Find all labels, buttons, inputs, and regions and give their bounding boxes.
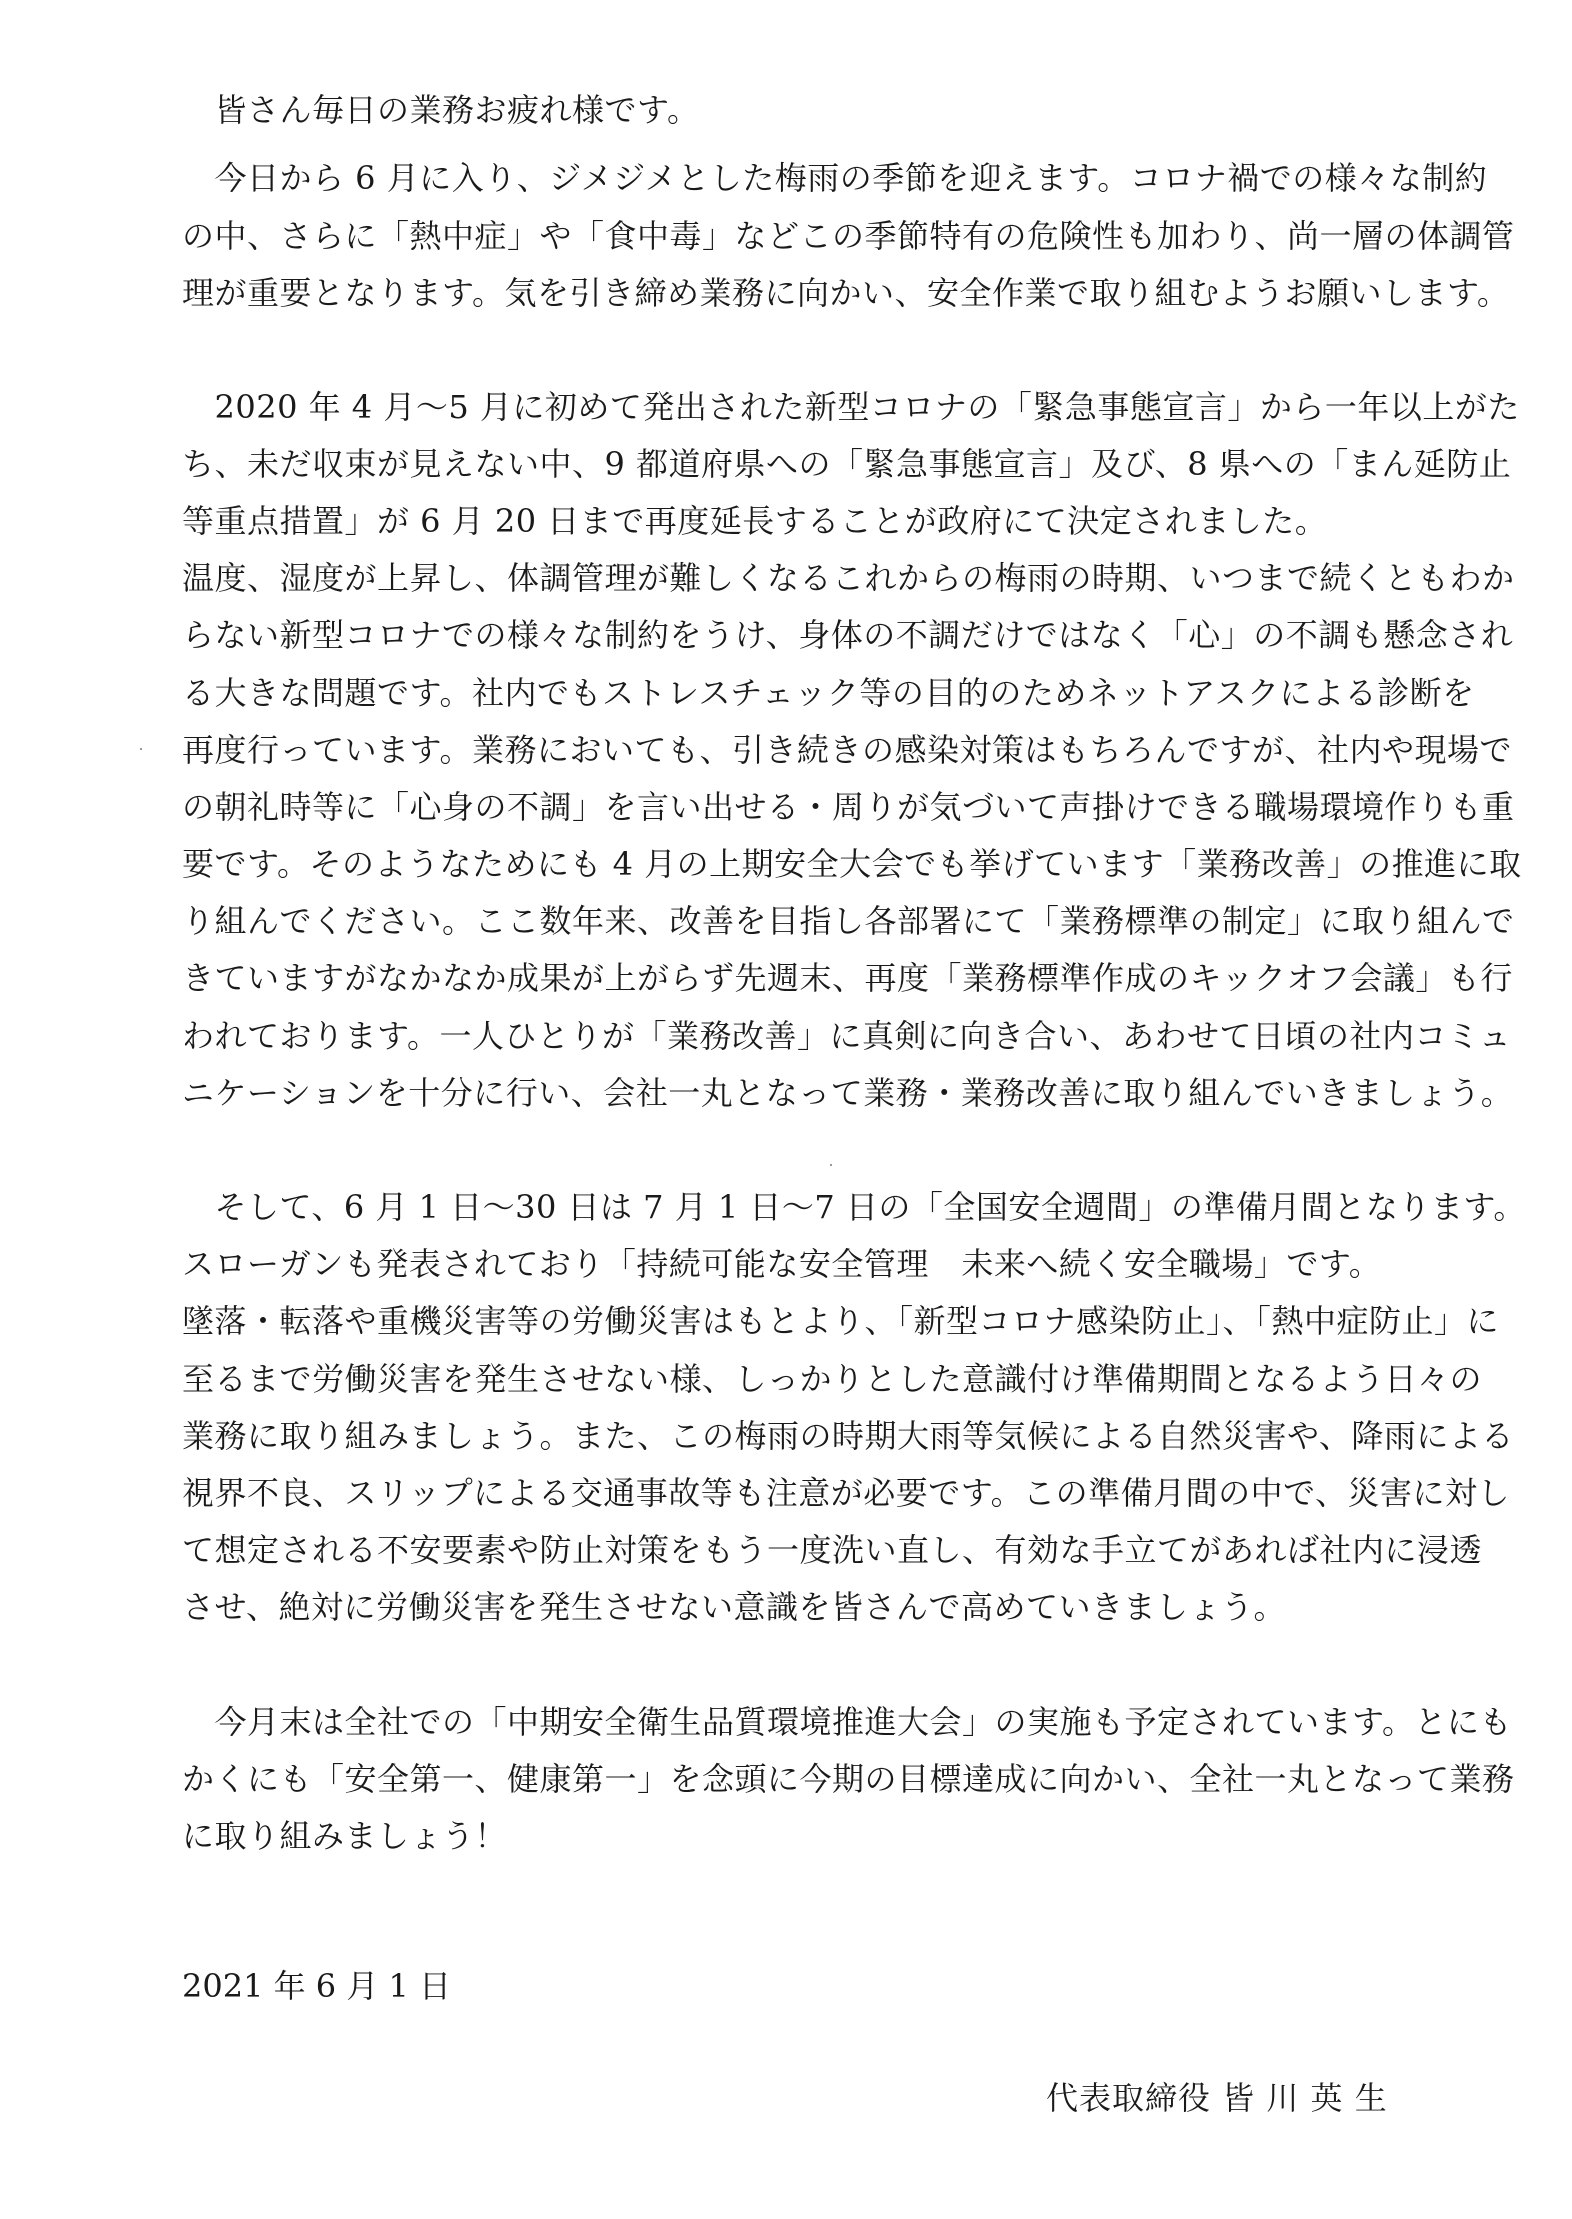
letter-date: 2021 年 6 月 1 日: [182, 1967, 452, 2005]
text-line: 業務に取り組みましょう。また、この梅雨の時期大雨等気候による自然災害や、降雨による: [182, 1417, 1514, 1455]
text-line: 墜落・転落や重機災害等の労働災害はもとより、「新型コロナ感染防止」、「熱中症防止」に: [182, 1302, 1500, 1340]
text-line: らない新型コロナでの様々な制約をうけ、身体の不調だけではなく「心」の不調も懸念され: [182, 616, 1514, 654]
text-line: て想定される不安要素や防止対策をもう一度洗い直し、有効な手立てがあれば社内に浸透: [182, 1531, 1483, 1569]
text-line: 今月末は全社での「中期安全衛生品質環境推進大会」の実施も予定されています。とにも: [182, 1703, 1512, 1741]
text-line: の朝礼時等に「心身の不調」を言い出せる・周りが気づいて声掛けできる職場環境作りも重: [182, 788, 1515, 826]
scan-speck: [140, 748, 142, 750]
text-line: きていますがなかなか成果が上がらず先週末、再度「業務標準作成のキックオフ会議」も行: [182, 959, 1513, 997]
text-line: させ、絶対に労働災害を発生させない意識を皆さんで高めていきましょう。: [182, 1588, 1287, 1626]
text-line: 2020 年 4 月～5 月に初めて発出された新型コロナの「緊急事態宣言」から一年以上がた: [182, 388, 1520, 426]
text-line: に取り組みましょう！: [182, 1817, 508, 1855]
scan-speck: [830, 1164, 832, 1166]
text-line: ニケーションを十分に行い、会社一丸となって業務・業務改善に取り組んでいきましょう。: [182, 1074, 1514, 1112]
text-line: 等重点措置」が 6 月 20 日まで再度延長することが政府にて決定されました。: [182, 502, 1328, 540]
text-line: そして、6 月 1 日～30 日は 7 月 1 日～7 日の「全国安全週間」の準備月間となります。: [182, 1188, 1526, 1226]
text-line: 今日から 6 月に入り、ジメジメとした梅雨の季節を迎えます。コロナ禍での様々な制約: [182, 159, 1488, 197]
text-line: の中、さらに「熱中症」や「食中毒」などこの季節特有の危険性も加わり、尚一層の体調管: [182, 217, 1515, 255]
signature: 代表取締役 皆 川 英 生: [1046, 2079, 1388, 2117]
text-line: 要です。そのようなためにも 4 月の上期安全大会でも挙げています「業務改善」の推進に取: [182, 845, 1522, 883]
text-line: 再度行っています。業務においても、引き続きの感染対策はもちろんですが、社内や現場で: [182, 731, 1512, 769]
text-line: ち、未だ収束が見えない中、9 都道府県への「緊急事態宣言」及び、8 県への「まん延防止: [182, 445, 1512, 483]
text-line: 理が重要となります。気を引き締め業務に向かい、安全作業で取り組むようお願いします。: [182, 274, 1510, 312]
text-line: かくにも「安全第一、健康第一」を念頭に今期の目標達成に向かい、全社一丸となって業務: [182, 1760, 1515, 1798]
text-line: 至るまで労働災害を発生させない様、しっかりとした意識付け準備期間となるよう日々の: [182, 1360, 1483, 1398]
text-line: 温度、湿度が上昇し、体調管理が難しくなるこれからの梅雨の時期、いつまで続くともわか: [182, 559, 1515, 597]
text-line: り組んでください。ここ数年来、改善を目指し各部署にて「業務標準の制定」に取り組んで: [182, 902, 1515, 940]
text-line: スローガンも発表されており「持続可能な安全管理 未来へ続く安全職場」です。: [182, 1245, 1382, 1283]
text-line: われております。一人ひとりが「業務改善」に真剣に向き合い、あわせて日頃の社内コミュ: [182, 1017, 1512, 1055]
text-line: 皆さん毎日の業務お疲れ様です。: [182, 91, 700, 129]
text-line: 視界不良、スリップによる交通事故等も注意が必要です。この準備月間の中で、災害に対し: [182, 1474, 1511, 1512]
text-line: る大きな問題です。社内でもストレスチェック等の目的のためネットアスクによる診断を: [182, 674, 1475, 712]
